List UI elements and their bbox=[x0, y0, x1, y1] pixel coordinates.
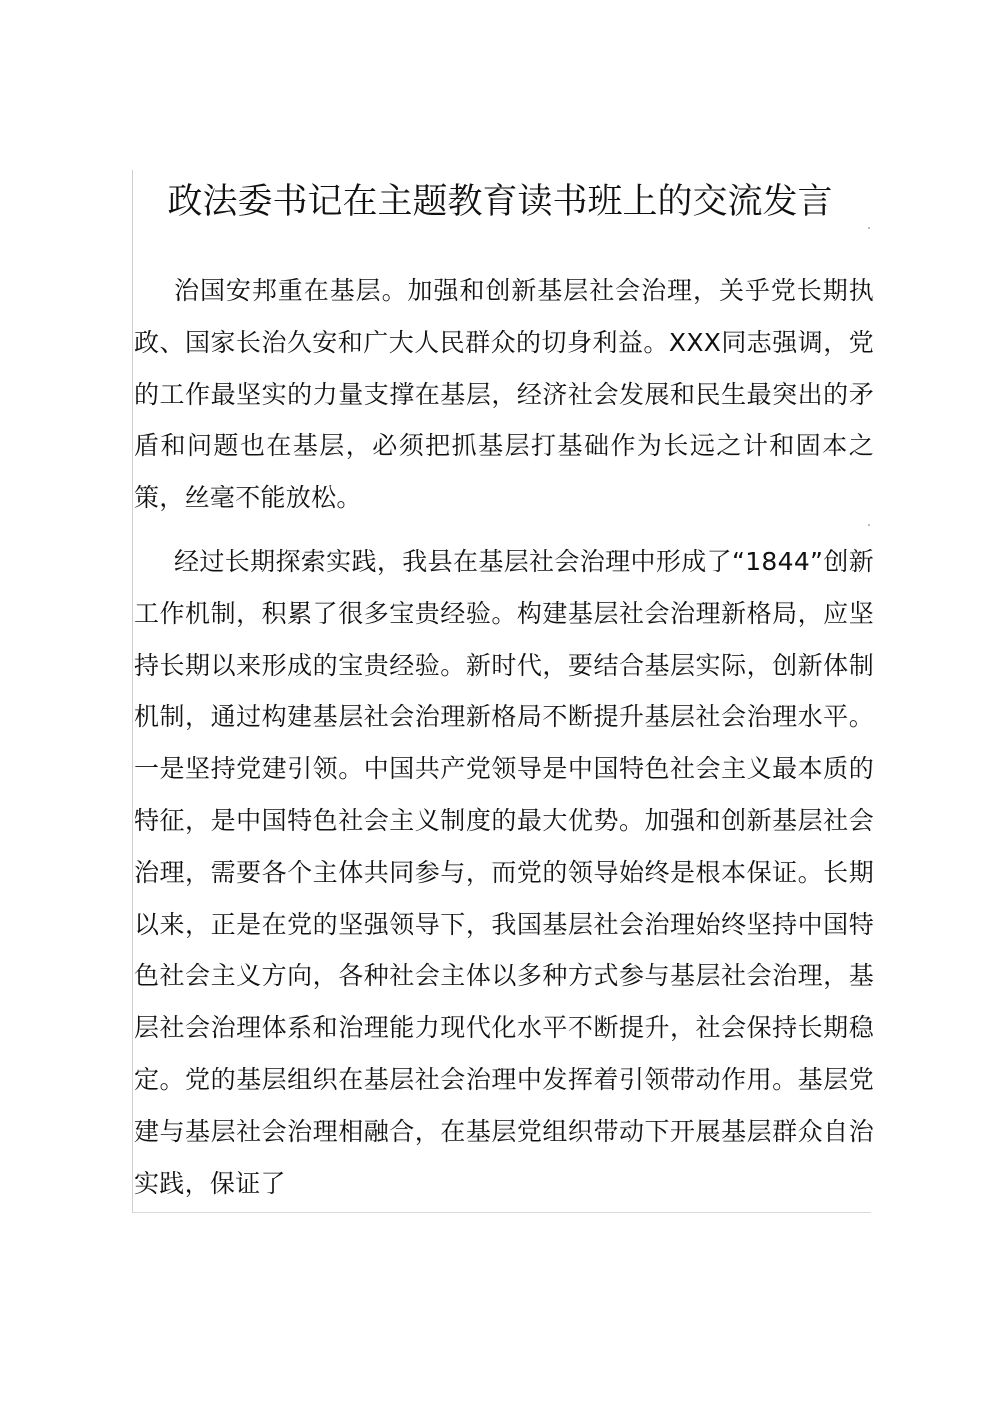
paragraph-2: 经过长期探索实践，我县在基层社会治理中形成了“1844”创新工作机制，积累了很多宝贵经验。构建基层社会治理新格局，应坚持长期以来形成的宝贵经验。新时代，要结合基层实际，创新体制机制，通过构建基层社会治理新格局不断提升基层社会治理水平。一是坚持党建引领。中国共产党领导是中国特色社会主义最本质的特征，是中国特色社会主义制度的最大优势。加强和创新基层社会治理，需要各个主体共同参与，而党的领导始终是根本保证。长期以来，正是在党的坚强领导下，我国基层社会治理始终坚持中国特色社会主义方向，各种社会主体以多种方式参与基层社会治理，基层社会治理体系和治理能力现代化水平不断提升，社会保持长期稳定。党的基层组织在基层社会治理中发挥着引领带动作用。基层党建与基层社会治理相融合，在基层党组织带动下开展基层群众自治实践，保证了 bbox=[134, 547, 874, 1198]
corner-mark bbox=[868, 524, 870, 526]
paragraph-1: 治国安邦重在基层。加强和创新基层社会治理，关乎党长期执政、国家长治久安和广大人民群众的切身利益。XXX同志强调，党的工作最坚实的力量支撑在基层，经济社会发展和民生最突出的矛盾和问题也在基层，必须把抓基层打基础作为长远之计和固本之策，丝毫不能放松。 bbox=[134, 276, 874, 513]
corner-mark bbox=[868, 227, 870, 229]
document-title: 政法委书记在主题教育读书班上的交流发言 bbox=[167, 182, 833, 222]
